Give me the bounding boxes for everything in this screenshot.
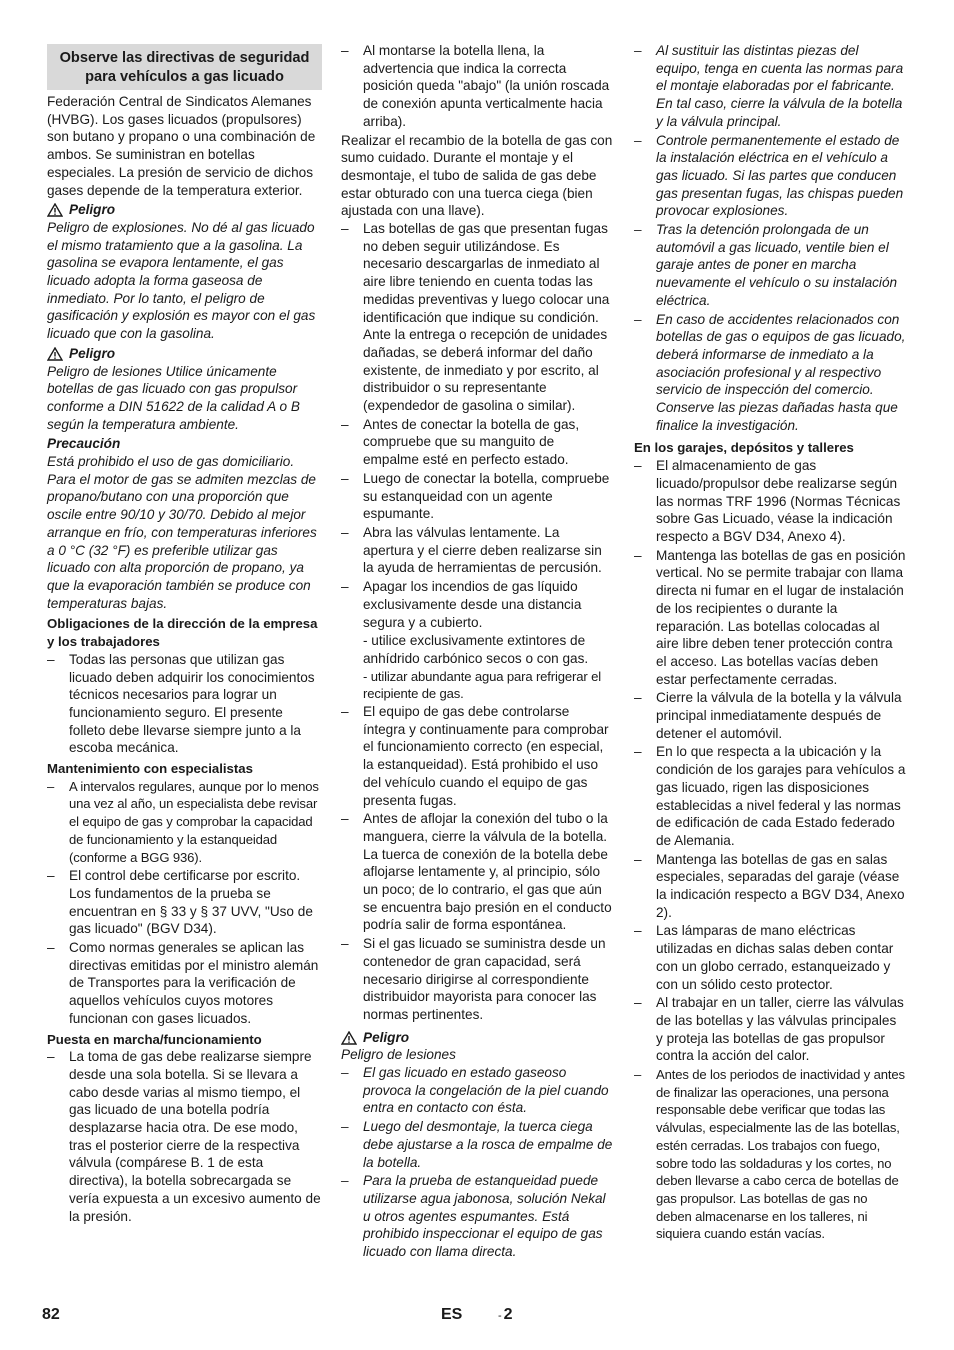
section-number [498, 1306, 513, 1326]
maintenance-list [47, 778, 322, 1028]
column-2 [341, 42, 613, 1262]
list-item: – El control debe certificarse por escrito. Los fundamentos de la prueba se encuentran en § 33 y § 37 UVV, "Uso de gas licuado" (BGV D34). [47, 867, 322, 938]
warning-triangle-icon [47, 203, 63, 217]
list-item: – Como normas generales se aplican las directivas emitidas por el ministro alemán de Transportes para la verificación de aquellos vehículos cuyos motores funcionan con gases licuados. [47, 939, 322, 1028]
warning-label-injury: Peligro [47, 345, 322, 363]
list-item: – Antes de aflojar la conexión del tubo o la manguera, cierre la válvula de la botella. La tuerca de conexión de la botella debe aflojarse lentamente y, al principio, sólo un poco; de lo contrario, el gas que aún se encuentra bajo presión en el conducto podría salir de forma espontánea. [341, 810, 613, 934]
column-1 [47, 42, 322, 1226]
list-item: – Si el gas licuado se suministra desde un contenedor de gran capacidad, será necesario dirigirse al correspondiente distribuidor mayorista para conocer las normas pertinentes. [341, 935, 613, 1024]
list-item: – Mantenga las botellas de gas en posición vertical. No se permite trabajar con llama directa ni fumar en el lugar de instalación de los recipientes o durante la reparación. Las botellas colocadas al aire libre deben tener protección contra el acceso. Las botellas vacías deben estar perfectamente cerradas. [634, 547, 906, 689]
list-item: – Las lámparas de mano eléctricas utilizadas en dichas salas deben contar con un globo cerrado, estanqueizado y con un sólido cesto protector. [634, 922, 906, 993]
warning-subtitle: Peligro de lesiones [341, 1047, 456, 1063]
intro-paragraph: Federación Central de Sindicatos Alemanes (HVBG). Los gases licuados (propulsores) son butano y propano o una combinación de ambos. Se suministran en botellas especiales. La presión de servicio de dichos gases depende de la temperatura exterior. [47, 94, 316, 198]
list-item: – Luego del desmontaje, la tuerca ciega debe ajustarse a la rosca de empalme de la botella. [341, 1118, 613, 1171]
warning-text-injury: Peligro de lesiones Utilice únicamente botellas de gas licuado con gas propulsor conforme a DIN 51622 de la calidad A o B según la temperatura ambiente. [47, 363, 300, 432]
garages-list [634, 457, 906, 1243]
section-heading: Observe las directivas de seguridad para vehículos a gas licuado [47, 44, 322, 90]
operation-list [47, 1048, 322, 1225]
list-item: – Al trabajar en un taller, cierre las válvulas de las botellas y las válvulas principales y proteja las botellas de gas propulsor contra la acción del calor. [634, 994, 906, 1065]
list-item: – La toma de gas debe realizarse siempre desde una sola botella. Si se llevara a cabo desde varias al mismo tiempo, el gas licuado de una botella podría desplazarse hacia otra. De ese modo, tras el posterior cierre de la respectiva válvula (compárese B. 1 de esta directiva), la botella sobrecargada se vería expuesta a un excesivo aumento de la presión. [47, 1048, 322, 1225]
warning-triangle-icon [341, 1031, 357, 1045]
list-item: – Luego de conectar la botella, compruebe su estanqueidad con un agente espumante. [341, 470, 613, 523]
list-item: – Tras la detención prolongada de un automóvil a gas licuado, ventile bien el garaje antes de poner en marcha nuevamente el vehículo o su instalación eléctrica. [634, 221, 906, 310]
list-item: – El gas licuado en estado gaseoso provoca la congelación de la piel cuando entra en contacto con ésta. [341, 1064, 613, 1117]
obligations-list [47, 651, 322, 757]
warning-label-explosion: Peligro [47, 201, 322, 219]
list-item: – Antes de conectar la botella de gas, compruebe que su manguito de empalme esté en perfecto estado. [341, 416, 613, 469]
section-dash: - [498, 1310, 502, 1322]
list-item: – A intervalos regulares, aunque por lo menos una vez al año, un especialista debe revisar el equipo de gas y comprobar la capacidad de funcionamiento y la estanqueidad (conforme a BGG 936). [47, 778, 322, 867]
list-item: – Apagar los incendios de gas líquido exclusivamente desde una distancia segura y a cubierto. [341, 578, 613, 631]
list-item: – En caso de accidentes relacionados con botellas de gas o equipos de gas licuado, deberá informarse de inmediato a la asociación profesional y al respectivo servicio de inspección del comercio. Conserve las piezas dañadas hasta que finalice la investigación. [634, 311, 906, 435]
gas-equipment-list [341, 703, 613, 1024]
list-item: – Al sustituir las distintas piezas del equipo, tenga en cuenta las normas para el montaje elaboradas por el fabricante. En tal caso, cierre la válvula de la botella y la válvula principal. [634, 42, 906, 131]
warning-triangle-icon [47, 347, 63, 361]
section-value: 2 [503, 1306, 513, 1323]
subheading-operation: Puesta en marcha/funcionamiento [47, 1031, 262, 1047]
language-code: ES [441, 1306, 463, 1323]
list-item: – Las botellas de gas que presentan fugas no deben seguir utilizándose. Es necesario descargarlas de inmediato al aire libre teniendo en cuenta todas las medidas preventivas y luego colocar una identificación que indique su condición. Ante la entrega o recepción de unidades dañadas, se deberá informar del daño existente, de inmediato y por escrito, al distribuidor o su representante (expendedor de gasolina o similar). [341, 220, 613, 415]
list-item: – Para la prueba de estanqueidad puede utilizarse agua jabonosa, solución Nekal u otros agentes espumantes. Está prohibido inspeccionar el equipo de gas licuado con llama directa. [341, 1172, 613, 1261]
caution-label: Precaución [47, 436, 121, 452]
warning-text-explosion: Peligro de explosiones. No dé al gas licuado el mismo tratamiento que a la gasolina. La gasolina se evapora lentamente, el gas licuado adopta la forma gaseosa de inmediato. Por lo tanto, el peligro de gasificación y explosión es mayor con el gas licuado que con la gasolina. [47, 219, 316, 342]
list-item: – En lo que respecta a la ubicación y la condición de los garajes para vehículos a gas licuado, rigen las disposiciones establecidas a nivel federal y las normas de edificación de cada Estado federado de Alemania. [634, 743, 906, 849]
bottle-handling-list [341, 220, 613, 631]
list-item: – El almacenamiento de gas licuado/propulsor debe realizarse según las normas TRF 1996 (Normas Técnicas sobre Gas Licuado, véase la indicación respecto a BGV D34, Anexo 4). [634, 457, 906, 546]
list-item: – Cierre la válvula de la botella y la válvula principal inmediatamente después de detener el automóvil. [634, 689, 906, 742]
list-item: – Antes de los periodos de inactividad y antes de finalizar las operaciones, una persona responsable debe verificar que todas las válvulas, especialmente las de las botellas, estén cerradas. Los trabajos con fuego, sobre todo las soldaduras y los cortes, no deben llevarse a cabo cerca de botellas de gas propulsor. Las botellas de gas no deben almacenarse en los talleres, ni siquiera cuando están vacías. [634, 1066, 906, 1243]
list-item: – Todas las personas que utilizan gas licuado deben adquirir los conocimientos técnicos necesarios para lograr un funcionamiento seguro. El presente folleto debe llevarse siempre junto a la escoba mecánica. [47, 651, 322, 757]
list-item: – Al montarse la botella llena, la advertencia que indica la correcta posición queda "abajo" (la unión roscada de conexión apunta verticalmente hacia arriba). [341, 42, 613, 131]
column-3 [634, 42, 906, 1244]
warning-label-injury-2: Peligro [341, 1029, 613, 1047]
injury-warning-list [341, 1064, 613, 1261]
subheading-obligations: Obligaciones de la dirección de la empresa y los trabajadores [47, 616, 318, 650]
page-number: 82 [42, 1306, 60, 1323]
maintenance-caution-list [634, 42, 906, 434]
list-item: – Controle permanentemente el estado de la instalación eléctrica en el vehículo a gas licuado. Si las partes que conducen gas presentan fugas, las chispas pueden provocar explosiones. [634, 132, 906, 221]
sub-note-water: - utilizar abundante agua para refrigerar el recipiente de gas. [363, 668, 601, 702]
list-item: – El equipo de gas debe controlarse íntegra y continuamente para comprobar el funcionamiento correcto (en especial, la estanqueidad). Está prohibido el uso del vehículo cuando el equipo de gas presenta fugas. [341, 703, 613, 809]
list-item: – Abra las válvulas lentamente. La apertura y el cierre deben realizarse sin la ayuda de herramientas de percusión. [341, 524, 613, 577]
subheading-garages: En los garajes, depósitos y talleres [634, 440, 854, 456]
list-item: – Mantenga las botellas de gas en salas especiales, separadas del garaje (véase la indicación respecto a BGV D34, Anexo 2). [634, 851, 906, 922]
caution-text: Está prohibido el uso de gas domiciliario. Para el motor de gas se admiten mezclas de propano/butano con una proporción que oscile entre 90/10 y 30/70. Debido al mejor arranque en frío, con temperaturas inferiores a 0 °C (32 °F) es preferible utilizar gas licuado con alta proporción de propano, ya que la evaporación también se produce con temperaturas bajas. [47, 454, 317, 611]
bottle-change-paragraph: Realizar el recambio de la botella de gas con sumo cuidado. Durante el montaje y el desmontaje, el tubo de salida de gas debe estar obturado con una tuerca ciega (bien ajustada con una llave). [341, 132, 613, 219]
sub-note-extinguishers: - utilice exclusivamente extintores de anhídrido carbónico secos o con gas. [363, 633, 589, 666]
bottle-mount-list [341, 42, 613, 131]
subheading-maintenance: Mantenimiento con especialistas [47, 761, 253, 777]
